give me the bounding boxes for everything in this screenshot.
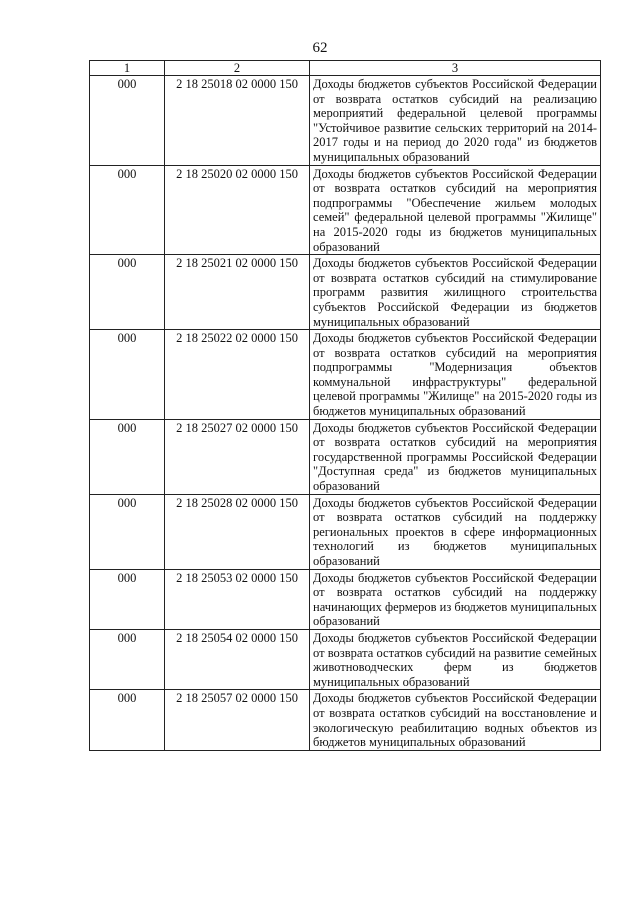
admin-code-cell: 000	[90, 419, 165, 494]
table-row	[90, 494, 601, 569]
table-row	[90, 419, 601, 494]
admin-code-cell: 000	[90, 569, 165, 629]
admin-code-cell: 000	[90, 76, 165, 166]
budget-code-cell: 2 18 25027 02 0000 150	[165, 419, 310, 494]
table-row	[90, 690, 601, 750]
table-row	[90, 255, 601, 330]
budget-code-cell: 2 18 25057 02 0000 150	[165, 690, 310, 750]
page-number: 62	[312, 40, 328, 56]
admin-code-cell: 000	[90, 330, 165, 420]
budget-code-cell: 2 18 25053 02 0000 150	[165, 569, 310, 629]
description-cell: Доходы бюджетов субъектов Российской Федерации от возврата остатков субсидий на мероприятия государственной программы Российской Федерации "Доступная среда" из бюджетов муниципальных образований	[310, 419, 601, 494]
budget-code-cell: 2 18 25018 02 0000 150	[165, 76, 310, 166]
budget-code-cell: 2 18 25021 02 0000 150	[165, 255, 310, 330]
description-cell: Доходы бюджетов субъектов Российской Федерации от возврата остатков субсидий на поддержку начинающих фермеров из бюджетов муниципальных образований	[310, 569, 601, 629]
table-header-row	[90, 61, 601, 76]
column-header-2: 2	[165, 61, 310, 76]
description-cell: Доходы бюджетов субъектов Российской Федерации от возврата остатков субсидий на восстановление и экологическую реабилитацию водных объектов из бюджетов муниципальных образований	[310, 690, 601, 750]
budget-code-cell: 2 18 25020 02 0000 150	[165, 165, 310, 255]
budget-code-cell: 2 18 25054 02 0000 150	[165, 629, 310, 689]
table-row	[90, 569, 601, 629]
admin-code-cell: 000	[90, 255, 165, 330]
description-cell: Доходы бюджетов субъектов Российской Федерации от возврата остатков субсидий на мероприятия подпрограммы "Обеспечение жильем молодых семей" федеральной целевой программы "Жилище" на 2015-2020 годы из бюджетов муниципальных образований	[310, 165, 601, 255]
budget-revenue-table	[89, 60, 601, 751]
description-cell: Доходы бюджетов субъектов Российской Федерации от возврата остатков субсидий на реализацию мероприятий федеральной целевой программы "Устойчивое развитие сельских территорий на 2014-2017 годы и на период до 2020 года" из бюджетов муниципальных образований	[310, 76, 601, 166]
budget-code-cell: 2 18 25028 02 0000 150	[165, 494, 310, 569]
description-cell: Доходы бюджетов субъектов Российской Федерации от возврата остатков субсидий на развитие семейных животноводческих ферм из бюджетов муниципальных образований	[310, 629, 601, 689]
column-header-3: 3	[310, 61, 601, 76]
admin-code-cell: 000	[90, 690, 165, 750]
admin-code-cell: 000	[90, 165, 165, 255]
table-row	[90, 76, 601, 166]
table-row	[90, 330, 601, 420]
table-row	[90, 165, 601, 255]
description-cell: Доходы бюджетов субъектов Российской Федерации от возврата остатков субсидий на поддержку региональных проектов в сфере информационных технологий из бюджетов муниципальных образований	[310, 494, 601, 569]
description-cell: Доходы бюджетов субъектов Российской Федерации от возврата остатков субсидий на мероприятия подпрограммы "Модернизация объектов коммунальной инфраструктуры" федеральной целевой программы "Жилище" на 2015-2020 годы из бюджетов муниципальных образований	[310, 330, 601, 420]
description-cell: Доходы бюджетов субъектов Российской Федерации от возврата остатков субсидий на стимулирование программ развития жилищного строительства субъектов Российской Федерации из бюджетов муниципальных образований	[310, 255, 601, 330]
budget-code-cell: 2 18 25022 02 0000 150	[165, 330, 310, 420]
table-row	[90, 629, 601, 689]
admin-code-cell: 000	[90, 494, 165, 569]
column-header-1: 1	[90, 61, 165, 76]
admin-code-cell: 000	[90, 629, 165, 689]
